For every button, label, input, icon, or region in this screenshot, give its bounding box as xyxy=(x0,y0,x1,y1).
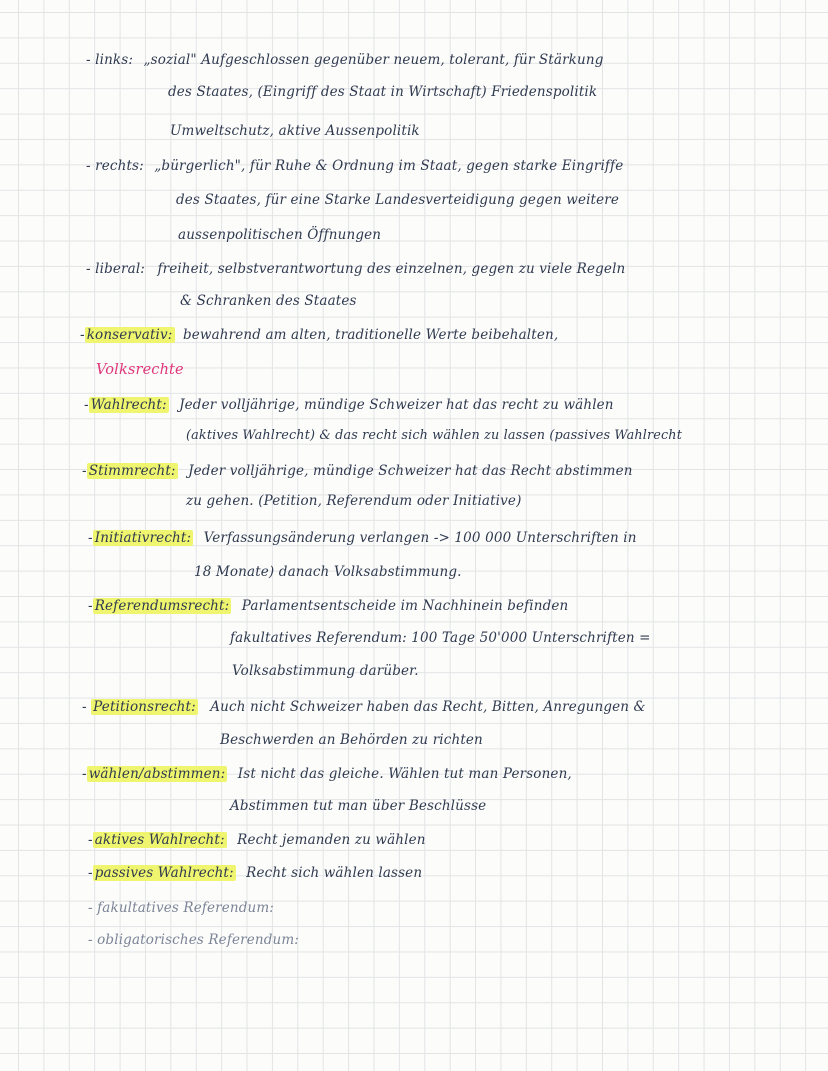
aktives-text: Recht jemanden zu wählen xyxy=(237,832,426,848)
wahlrecht-line-1 xyxy=(84,395,614,415)
term-passives: passives Wahlrecht: xyxy=(94,865,234,881)
stimmrecht-line-2: zu gehen. (Petition, Referendum oder Initiative) xyxy=(186,493,522,509)
dash: - xyxy=(82,699,87,715)
links-line-2: des Staates, (Eingriff des Staat in Wirtschaft) Friedenspolitik xyxy=(168,84,598,100)
dash: - xyxy=(82,463,87,479)
passives-line xyxy=(88,863,422,883)
term-stimmrecht: Stimmrecht: xyxy=(88,463,176,479)
wahlrecht-text-1: Jeder volljährige, mündige Schweizer hat das recht zu wählen xyxy=(179,397,614,413)
dash: - xyxy=(88,865,93,881)
heading-volksrechte: Volksrechte xyxy=(96,362,184,378)
links-text-1: „sozial" Aufgeschlossen gegenüber neuem, tolerant, für Stärkung xyxy=(143,52,604,68)
referendumsrecht-line-3: Volksabstimmung darüber. xyxy=(232,663,419,679)
rechts-text-1: „bürgerlich", für Ruhe & Ordnung im Staat, gegen starke Eingriffe xyxy=(154,158,624,174)
liberal-text-1: freiheit, selbstverantwortung des einzelnen, gegen zu viele Regeln xyxy=(157,261,626,277)
term-petitionsrecht: Petitionsrecht: xyxy=(93,699,196,715)
aktives-line xyxy=(88,830,426,850)
referendumsrecht-text-1: Parlamentsentscheide im Nachhinein befinden xyxy=(241,598,569,614)
links-line-3: Umweltschutz, aktive Aussenpolitik xyxy=(170,123,420,139)
dash: - xyxy=(84,397,89,413)
waehlen-text-1: Ist nicht das gleiche. Wählen tut man Personen, xyxy=(237,766,572,782)
fakultatives-line: - fakultatives Referendum: xyxy=(88,900,275,916)
petitionsrecht-text-1: Auch nicht Schweizer haben das Recht, Bitten, Anregungen & xyxy=(210,699,646,715)
rechts-line-3: aussenpolitischen Öffnungen xyxy=(178,227,382,243)
waehlen-line-2: Abstimmen tut man über Beschlüsse xyxy=(230,798,487,814)
referendumsrecht-line-1 xyxy=(88,596,568,616)
petitionsrecht-line-2: Beschwerden an Behörden zu richten xyxy=(220,732,483,748)
liberal-line-1 xyxy=(86,259,625,279)
initiativrecht-line-2: 18 Monate) danach Volksabstimmung. xyxy=(194,564,462,580)
term-aktives: aktives Wahlrecht: xyxy=(94,832,225,848)
rechts-line-2: des Staates, für eine Starke Landesverteidigung gegen weitere xyxy=(176,192,620,208)
term-initiativrecht: Initiativrecht: xyxy=(94,530,192,546)
term-rechts: - rechts: xyxy=(86,158,144,174)
term-links: - links: xyxy=(86,52,134,68)
dash: - xyxy=(88,530,93,546)
initiativrecht-text-1: Verfassungsänderung verlangen -> 100 000 Unterschriften in xyxy=(203,530,637,546)
dash: - xyxy=(88,832,93,848)
referendumsrecht-line-2: fakultatives Referendum: 100 Tage 50'000 Unterschriften = xyxy=(230,630,651,646)
dash: - xyxy=(80,327,85,343)
dash: - xyxy=(88,598,93,614)
liberal-line-2: & Schranken des Staates xyxy=(180,293,357,309)
term-liberal: - liberal: xyxy=(86,261,145,277)
term-wahlrecht: Wahlrecht: xyxy=(90,397,167,413)
petitionsrecht-line-1 xyxy=(82,697,646,717)
passives-text: Recht sich wählen lassen xyxy=(246,865,423,881)
waehlen-line-1 xyxy=(82,764,572,784)
obligatorisches-line: - obligatorisches Referendum: xyxy=(88,932,299,948)
stimmrecht-text-1: Jeder volljährige, mündige Schweizer hat das Recht abstimmen xyxy=(188,463,633,479)
initiativrecht-line-1 xyxy=(88,528,637,548)
konservativ-text: bewahrend am alten, traditionelle Werte beibehalten, xyxy=(182,327,559,343)
dash: - xyxy=(82,766,87,782)
term-referendumsrecht: Referendumsrecht: xyxy=(94,598,230,614)
term-waehlen: wählen/abstimmen: xyxy=(88,766,226,782)
stimmrecht-line-1 xyxy=(82,461,633,481)
links-line-1 xyxy=(86,50,604,70)
konservativ-line xyxy=(80,325,558,345)
term-konservativ: konservativ: xyxy=(86,327,173,343)
wahlrecht-line-2: (aktives Wahlrecht) & das recht sich wählen zu lassen (passives Wahlrecht xyxy=(186,428,682,443)
rechts-line-1 xyxy=(86,156,623,176)
